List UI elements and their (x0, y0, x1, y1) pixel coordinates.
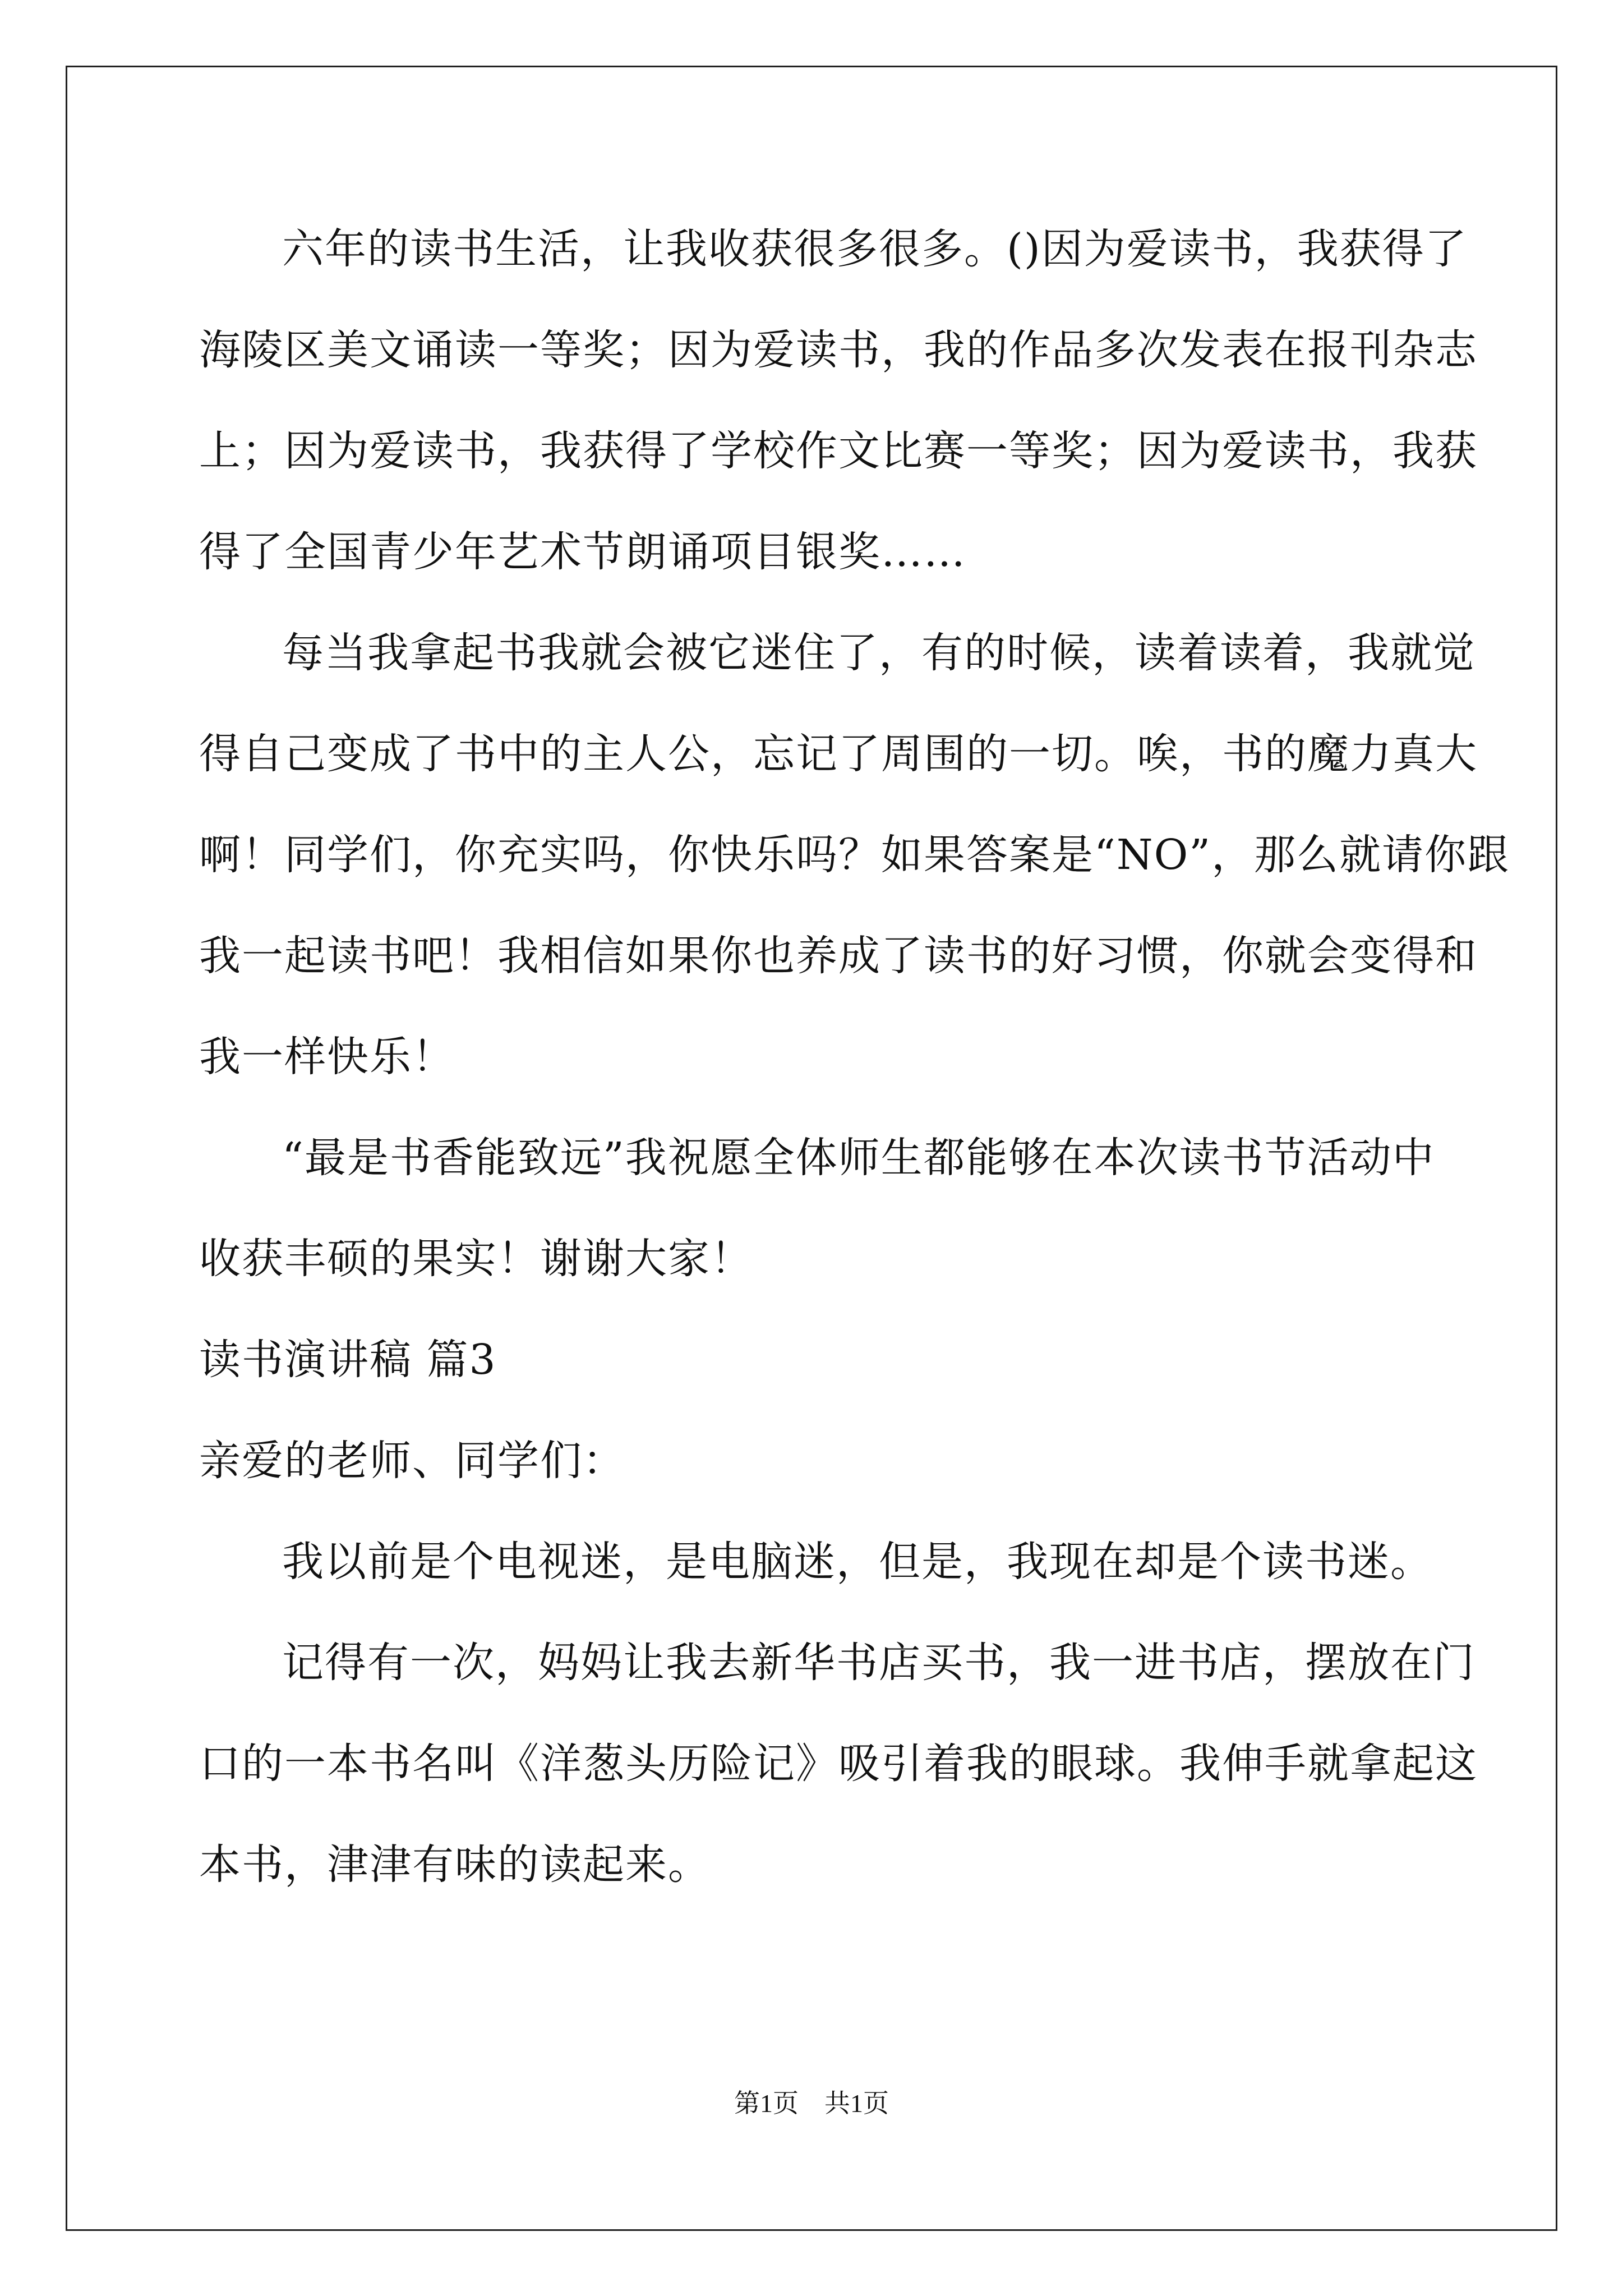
document-body (199, 199, 1510, 1915)
paragraph-line: 每当我拿起书我就会被它迷住了，有的时候，读着读着，我就觉 (282, 629, 1476, 677)
page-footer: 第1页 共1页 (734, 2089, 889, 2118)
paragraph-line: 得了全国青少年艺术节朗诵项目银奖…… (199, 528, 966, 576)
paragraph-line: 得自己变成了书中的主人公，忘记了周围的一切。唉，书的魔力真大 (199, 730, 1478, 778)
paragraph-line: 啊！同学们，你充实吗，你快乐吗？如果答案是“NO”，那么就请你跟 (199, 831, 1510, 879)
salutation: 亲爱的老师、同学们： (199, 1437, 625, 1485)
paragraph-line: 我一起读书吧！我相信如果你也养成了读书的好习惯，你就会变得和 (199, 932, 1478, 980)
paragraph-line: 记得有一次，妈妈让我去新华书店买书，我一进书店，摆放在门 (282, 1639, 1476, 1687)
paragraph-line: 我以前是个电视迷，是电脑迷，但是，我现在却是个读书迷。 (282, 1538, 1433, 1586)
section-heading: 读书演讲稿 篇3 (199, 1336, 497, 1384)
paragraph-line: 上；因为爱读书，我获得了学校作文比赛一等奖；因为爱读书，我获 (199, 427, 1478, 475)
paragraph-line: 本书，津津有味的读起来。 (199, 1841, 711, 1889)
paragraph-line: “最是书香能致远”我祝愿全体师生都能够在本次读书节活动中 (282, 1134, 1435, 1182)
paragraph-line: 口的一本书名叫《洋葱头历险记》吸引着我的眼球。我伸手就拿起这 (199, 1740, 1478, 1788)
paragraph-line: 六年的读书生活，让我收获很多很多。()因为爱读书，我获得了 (282, 225, 1468, 273)
paragraph-line: 收获丰硕的果实！谢谢大家！ (199, 1235, 753, 1283)
paragraph-line: 我一样快乐！ (199, 1033, 455, 1081)
paragraph-line: 海陵区美文诵读一等奖；因为爱读书，我的作品多次发表在报刊杂志 (199, 326, 1478, 374)
